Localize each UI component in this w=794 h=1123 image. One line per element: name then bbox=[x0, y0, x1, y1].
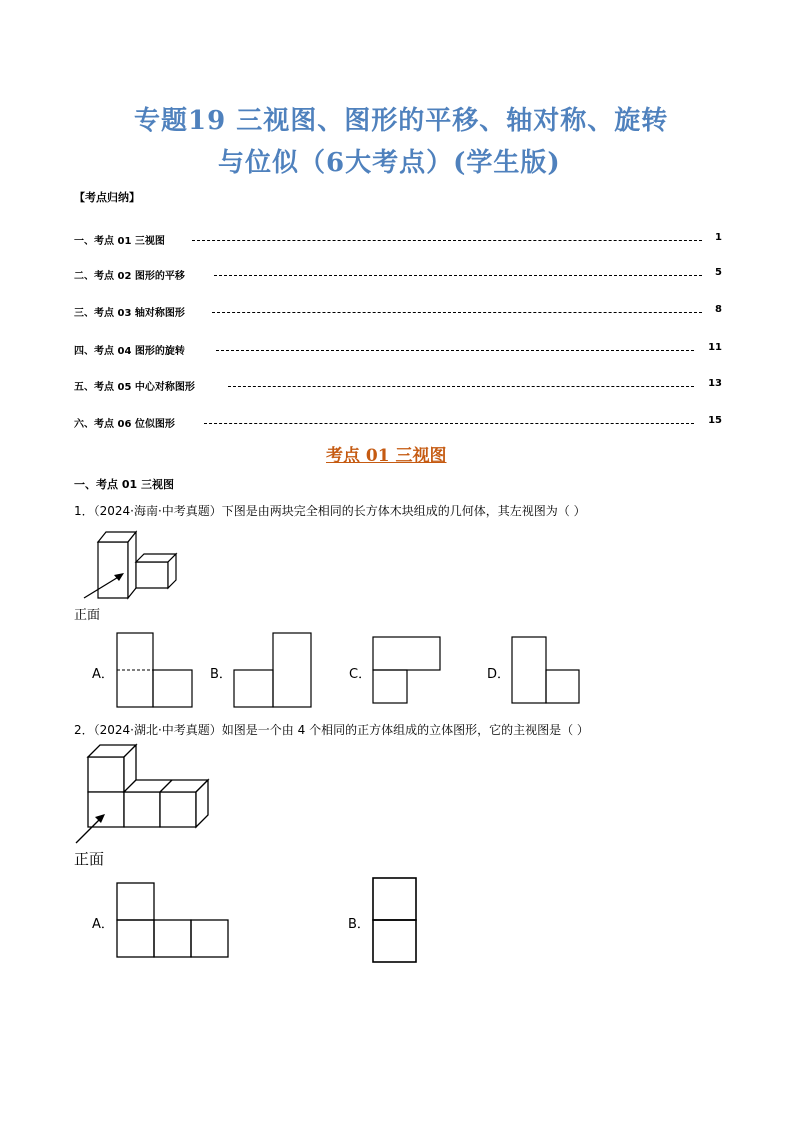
toc-leader bbox=[204, 423, 694, 424]
toc-item[interactable] bbox=[74, 415, 722, 429]
question-1-option-b-label[interactable]: B． bbox=[210, 667, 232, 682]
toc-leader bbox=[228, 386, 694, 387]
toc-item[interactable] bbox=[74, 232, 722, 246]
toc-item-label: 一、考点 01 三视图 bbox=[74, 232, 165, 247]
question-2-solid-figure bbox=[70, 741, 212, 849]
question-1-option-c-label[interactable]: C． bbox=[349, 667, 372, 682]
toc-leader bbox=[216, 350, 694, 351]
document-title-line1: 专题19 三视图、图形的平移、轴对称、旋转 bbox=[134, 106, 669, 136]
question-1-option-a-label[interactable]: A． bbox=[92, 667, 114, 682]
toc-item-label: 五、考点 05 中心对称图形 bbox=[74, 378, 195, 393]
toc-item-page: 1 bbox=[715, 232, 722, 243]
document-title-line2: 与位似（6大考点）(学生版) bbox=[218, 148, 561, 178]
toc-item-label: 六、考点 06 位似图形 bbox=[74, 415, 175, 430]
section-title: 考点 01 三视图 bbox=[326, 446, 447, 466]
question-1-option-c-figure[interactable] bbox=[372, 636, 442, 704]
question-2-text: 2．（2024·湖北·中考真题）如图是一个由 4 个相同的正方体组成的立体图形，它的主视图是（ ） bbox=[74, 723, 589, 737]
toc-item-page: 8 bbox=[715, 304, 722, 315]
toc-item[interactable] bbox=[74, 304, 722, 318]
toc-leader bbox=[214, 275, 702, 276]
toc-leader bbox=[212, 312, 702, 313]
question-1-option-d-figure[interactable] bbox=[511, 636, 581, 704]
question-1-solid-figure bbox=[80, 528, 190, 604]
toc-heading: 【考点归纳】 bbox=[74, 191, 140, 204]
toc-item[interactable] bbox=[74, 342, 722, 356]
section-subheading: 一、考点 01 三视图 bbox=[74, 478, 174, 491]
toc-item-page: 15 bbox=[708, 415, 722, 426]
question-1-option-b-figure[interactable] bbox=[233, 632, 313, 708]
question-2-front-label: 正面 bbox=[74, 850, 105, 868]
question-2-option-a-label[interactable]: A． bbox=[92, 917, 114, 932]
question-1-front-label: 正面 bbox=[74, 608, 101, 623]
question-1-option-d-label[interactable]: D． bbox=[487, 667, 511, 682]
toc-item-page: 5 bbox=[715, 267, 722, 278]
toc-item-page: 13 bbox=[708, 378, 722, 389]
toc-item-label: 三、考点 03 轴对称图形 bbox=[74, 304, 185, 319]
question-1-option-a-figure[interactable] bbox=[116, 632, 194, 708]
toc-item-label: 四、考点 04 图形的旋转 bbox=[74, 342, 185, 357]
toc-item[interactable] bbox=[74, 267, 722, 281]
question-2-option-b-figure[interactable] bbox=[372, 877, 418, 963]
question-1-text: 1．（2024·海南·中考真题）下图是由两块完全相同的长方体木块组成的几何体，其左视图为（ ） bbox=[74, 504, 586, 518]
toc-item[interactable] bbox=[74, 378, 722, 392]
toc-item-label: 二、考点 02 图形的平移 bbox=[74, 267, 185, 282]
question-2-option-b-label[interactable]: B． bbox=[348, 917, 370, 932]
toc-item-page: 11 bbox=[708, 342, 722, 353]
toc-leader bbox=[192, 240, 702, 241]
question-2-option-a-figure[interactable] bbox=[116, 882, 230, 958]
